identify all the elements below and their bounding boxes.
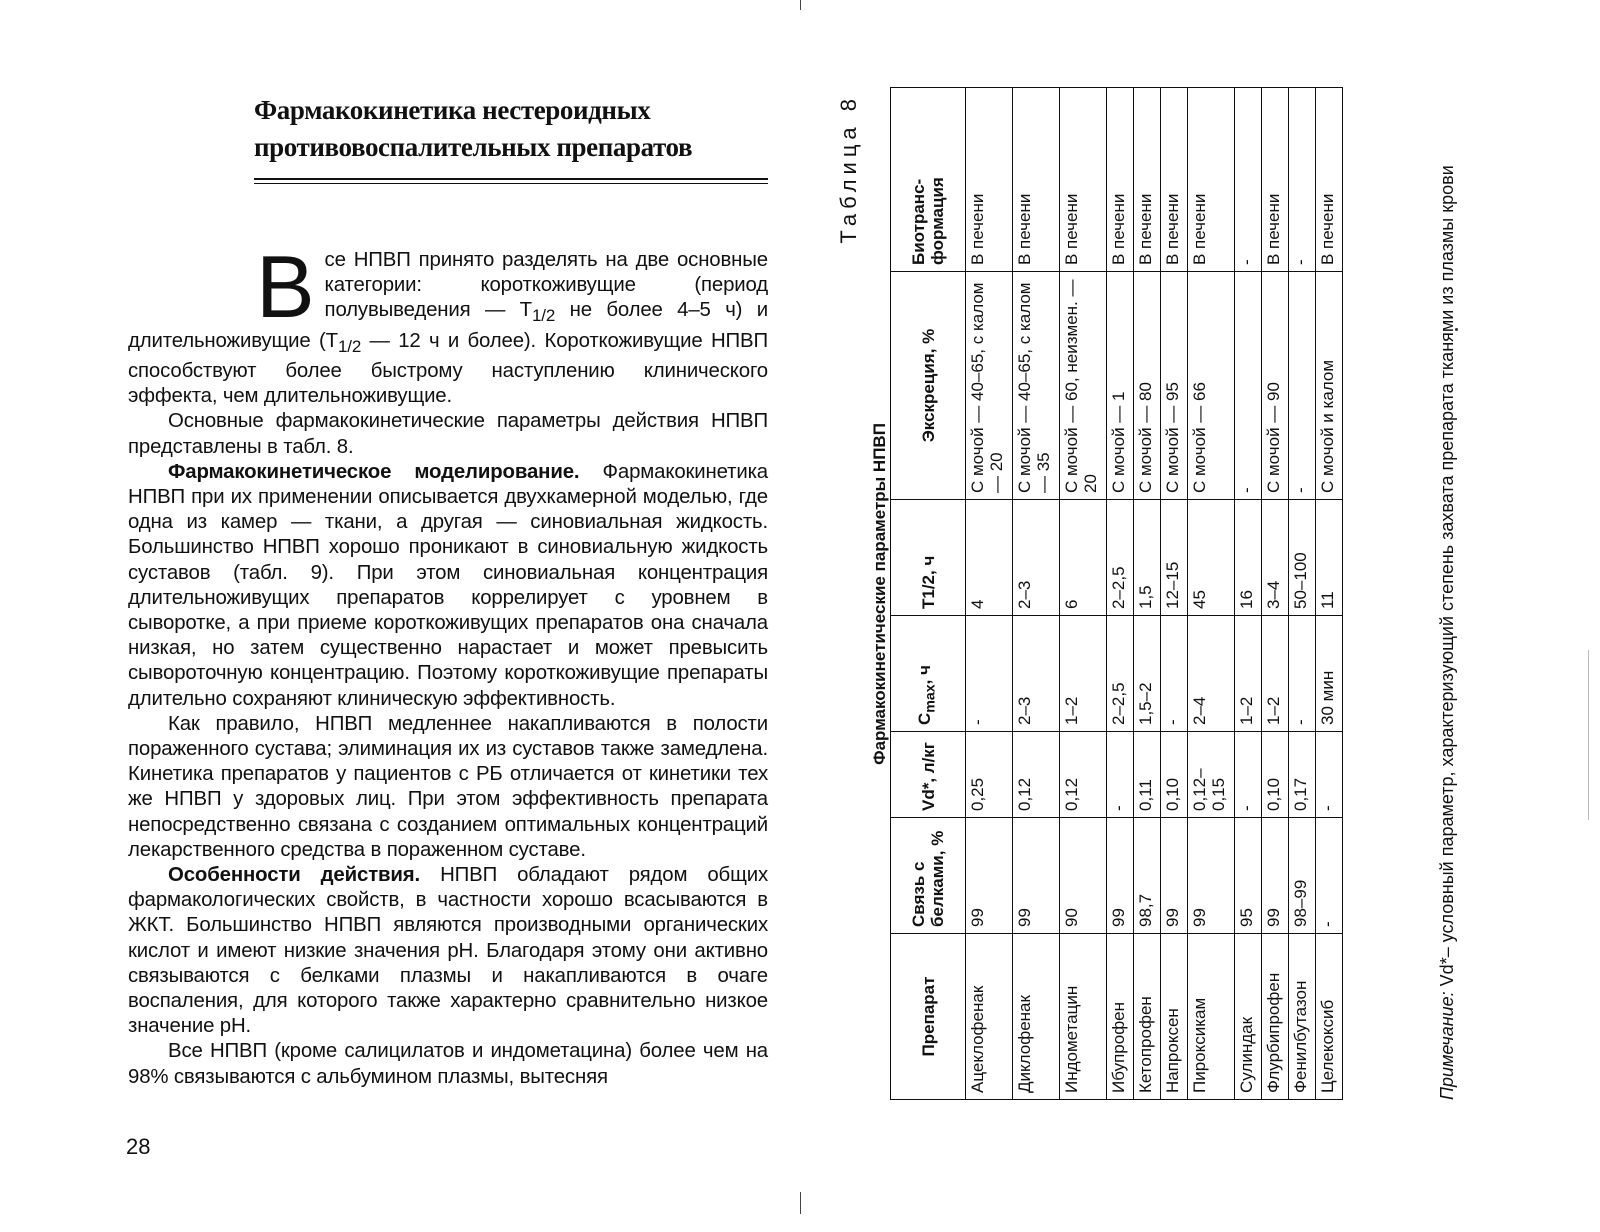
header-biotransformation: Биотранс-формация — [891, 88, 966, 272]
body-text — [128, 237, 769, 1090]
paragraph-1-part-b: не более 4–5 ч) и длительноживущие (Т — [128, 299, 768, 352]
cell-drug: Напроксен — [1161, 934, 1188, 1100]
cell-protein-binding: 90 — [1060, 818, 1107, 934]
rotated-table-page — [836, 88, 1486, 1100]
cell-biotransformation: В печени — [1134, 88, 1161, 272]
header-drug: Препарат — [891, 934, 966, 1100]
paragraph-3-text: Фармакокинетика НПВП при их применении описывается двухкамерной моделью, где одна из камер — ткани, а другая — синовиальная жидкость. Большинство НПВП хорошо проникают в синовиальную жидкость суставов (табл. 9). При этом синовиальная концентрация длительноживущих препаратов коррелирует с уровнем в сыворотке, а при приеме короткоживущих препаратов она сначала низкая, но затем существенно нарастает и может превысить сывороточную концентрацию. Поэтому короткоживущие препараты длительно сохраняют клиническую эффективность. — [128, 460, 768, 710]
gutter-mark-top — [800, 0, 801, 10]
cell-vd: 0,12 — [1013, 732, 1060, 818]
cell-half-life: 50–100 — [1289, 500, 1316, 616]
cell-protein-binding: - — [1316, 818, 1343, 934]
cell-vd: 0,12 — [1060, 732, 1107, 818]
cell-half-life: 2–3 — [1013, 500, 1060, 616]
header-cmax — [891, 616, 966, 732]
cell-drug: Флурбипрофен — [1262, 934, 1289, 1100]
cell-protein-binding: 99 — [1107, 818, 1134, 934]
cell-vd: - — [1316, 732, 1343, 818]
cell-half-life: 2–2,5 — [1107, 500, 1134, 616]
paragraph-1-part-c: — 12 ч и более). Короткоживущие НПВП способствуют более быстрому наступлению клинического эффекта, чем длительноживущие. — [128, 329, 769, 408]
header-half-life: T1/2, ч — [891, 500, 966, 616]
header-cmax-letter: C — [915, 712, 935, 725]
cell-excretion: С мочой и калом — [1316, 272, 1343, 500]
paragraph-5-text: НПВП обладают рядом общих фармакологических свойств, в частности хорошо всасываются в ЖКТ. Большинство НПВП являются производными органических кислот и имеют низкие значения pH. Благодаря этому они активно связываются с белками плазмы и накапливаются в очаге воспаления, для которого также характерно сравнительно низкое значение pH. — [128, 864, 768, 1038]
paragraph-4: Как правило, НПВП медленнее накапливаются в полости пораженного сустава; элиминация их из суставов также замедлена. Кинетика препаратов у пациентов с РБ отличается от кинетики тех же НПВП у здоровых лиц. При этом эффективность препарата непосредственно связана с созданием оптимальных концентраций лекарственного средства в пораженном суставе. — [128, 712, 768, 861]
section-title-line-1: Фармакокинетика нестероидных — [254, 95, 651, 125]
table-row — [1235, 88, 1262, 1100]
cell-vd: 0,11 — [1134, 732, 1161, 818]
cell-excretion: С мочой — 40–65, с калом — 20 — [966, 272, 1013, 500]
cell-biotransformation: В печени — [1188, 88, 1235, 272]
cell-drug: Сулиндак — [1235, 934, 1262, 1100]
table-number-label: Таблица 8 — [836, 94, 861, 244]
cell-excretion: - — [1289, 272, 1316, 500]
cell-cmax: 2–3 — [1013, 616, 1060, 732]
cell-cmax: 2–4 — [1188, 616, 1235, 732]
cell-half-life: 12–15 — [1161, 500, 1188, 616]
table-row — [1262, 88, 1289, 1100]
table-row — [1161, 88, 1188, 1100]
paragraph-5 — [128, 863, 768, 1039]
half-life-subscript-1: 1/2 — [531, 306, 556, 326]
cell-cmax: 1–2 — [1060, 616, 1107, 732]
header-cmax-subscript: max — [922, 684, 939, 713]
header-cmax-unit: , ч — [915, 665, 935, 685]
cell-protein-binding: 98–99 — [1289, 818, 1316, 934]
cell-biotransformation: В печени — [1013, 88, 1060, 272]
cell-half-life: 1,5 — [1134, 500, 1161, 616]
paragraph-6: Все НПВП (кроме салицилатов и индометацина) более чем на 98% связываются с альбумином плазмы, вытесняя — [128, 1040, 768, 1088]
drop-cap: В — [256, 237, 315, 336]
cell-drug: Диклофенак — [1013, 934, 1060, 1100]
cell-cmax: 30 мин — [1316, 616, 1343, 732]
title-double-rule — [254, 178, 768, 184]
page-number: 28 — [126, 1134, 151, 1159]
cell-biotransformation: В печени — [1161, 88, 1188, 272]
header-excretion: Экскреция, % — [891, 272, 966, 500]
table-row — [966, 88, 1013, 1100]
table-row — [1013, 88, 1060, 1100]
cell-cmax: 1,5–2 — [1134, 616, 1161, 732]
table-footnote — [1436, 88, 1458, 1100]
cell-biotransformation: В печени — [1316, 88, 1343, 272]
cell-half-life: 3–4 — [1262, 500, 1289, 616]
cell-drug: Индометацин — [1060, 934, 1107, 1100]
paragraph-3-lead: Фармакокинетическое моделирование. — [168, 460, 580, 483]
pharmacokinetics-table — [890, 87, 1343, 1100]
cell-biotransformation: - — [1289, 88, 1316, 272]
cell-excretion: С мочой — 60, неизмен. — 20 — [1060, 272, 1107, 500]
cell-half-life: 45 — [1188, 500, 1235, 616]
cell-cmax: - — [1289, 616, 1316, 732]
footnote-label: Примечание: — [1437, 991, 1457, 1100]
cell-half-life: 4 — [966, 500, 1013, 616]
cell-biotransformation: - — [1235, 88, 1262, 272]
cell-protein-binding: 99 — [966, 818, 1013, 934]
cell-drug: Пироксикам — [1188, 934, 1235, 1100]
cell-vd: 0,10 — [1262, 732, 1289, 818]
half-life-subscript-2: 1/2 — [337, 336, 362, 356]
table-header-row — [891, 88, 966, 1100]
paragraph-5-lead: Особенности действия. — [168, 864, 421, 887]
gutter-mark-bottom — [800, 1192, 801, 1214]
cell-protein-binding: 99 — [1262, 818, 1289, 934]
cell-protein-binding: 99 — [1188, 818, 1235, 934]
cell-protein-binding: 95 — [1235, 818, 1262, 934]
cell-excretion: С мочой — 80 — [1134, 272, 1161, 500]
cell-biotransformation: В печени — [966, 88, 1013, 272]
table-row — [1107, 88, 1134, 1100]
cell-cmax: 2–2,5 — [1107, 616, 1134, 732]
cell-drug: Фенилбутазон — [1289, 934, 1316, 1100]
cell-cmax: - — [966, 616, 1013, 732]
cell-cmax: 1–2 — [1235, 616, 1262, 732]
cell-biotransformation: В печени — [1060, 88, 1107, 272]
cell-biotransformation: В печени — [1107, 88, 1134, 272]
cell-protein-binding: 98,7 — [1134, 818, 1161, 934]
paragraph-3 — [128, 460, 768, 712]
cell-vd: - — [1235, 732, 1262, 818]
cell-vd: - — [1107, 732, 1134, 818]
paragraph-1 — [128, 237, 769, 409]
cell-cmax: 1–2 — [1262, 616, 1289, 732]
table-row — [1289, 88, 1316, 1100]
cell-drug: Целекоксиб — [1316, 934, 1343, 1100]
cell-excretion: С мочой — 95 — [1161, 272, 1188, 500]
cell-vd: 0,10 — [1161, 732, 1188, 818]
cell-drug: Кетопрофен — [1134, 934, 1161, 1100]
cell-excretion: С мочой — 90 — [1262, 272, 1289, 500]
cell-excretion: С мочой — 1 — [1107, 272, 1134, 500]
header-vd: Vd*, л/кг — [891, 732, 966, 818]
table-row — [1060, 88, 1107, 1100]
cell-excretion: - — [1235, 272, 1262, 500]
table-row — [1134, 88, 1161, 1100]
table-row — [1316, 88, 1343, 1100]
cell-biotransformation: В печени — [1262, 88, 1289, 272]
section-title — [128, 92, 768, 166]
cell-drug: Ибупрофен — [1107, 934, 1134, 1100]
cell-half-life: 6 — [1060, 500, 1107, 616]
left-page — [128, 92, 768, 1090]
table-caption: Фармакокинетические параметры НПВП — [870, 423, 889, 765]
cell-half-life: 16 — [1235, 500, 1262, 616]
table-row — [1188, 88, 1235, 1100]
cell-excretion: С мочой — 66 — [1188, 272, 1235, 500]
paragraph-1-part-a: се НПВП принято разделять на две основные категории: короткоживущие (период полувыведения — Т — [324, 249, 768, 322]
cell-cmax: - — [1161, 616, 1188, 732]
cell-vd: 0,25 — [966, 732, 1013, 818]
cell-vd: 0,12–0,15 — [1188, 732, 1235, 818]
scan-edge-line — [1588, 650, 1589, 820]
paragraph-2: Основные фармакокинетические параметры действия НПВП представлены в табл. 8. — [128, 410, 768, 458]
cell-vd: 0,17 — [1289, 732, 1316, 818]
cell-protein-binding: 99 — [1013, 818, 1060, 934]
cell-excretion: С мочой — 40–65, с калом — 35 — [1013, 272, 1060, 500]
cell-protein-binding: 99 — [1161, 818, 1188, 934]
section-title-line-2: противовоспалительных препаратов — [254, 132, 693, 162]
header-protein-binding: Связь с белками, % — [891, 818, 966, 934]
cell-half-life: 11 — [1316, 500, 1343, 616]
footnote-text: Vd*– условный параметр, характеризующий степень захвата препарата тканями из плазмы крови — [1437, 165, 1457, 992]
cell-drug: Ацеклофенак — [966, 934, 1013, 1100]
